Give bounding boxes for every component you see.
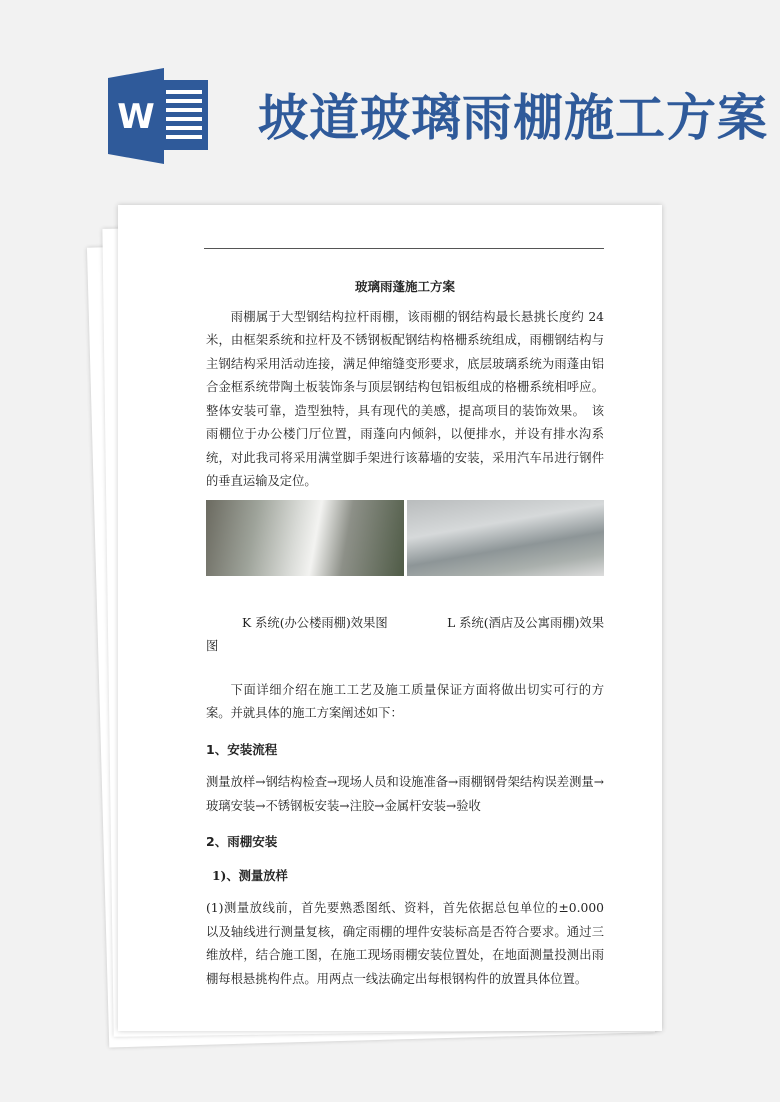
document-page <box>118 205 662 1031</box>
paragraph-survey: (1)测量放线前，首先要熟悉图纸、资料，首先依据总包单位的±0.000 以及轴线进行测量复核，确定雨棚的埋件安装标高是否符合要求。通过三维放样，结合施工图，在施工现场雨棚安装位置处，在地面测量投测出雨棚每根悬挑构件点。用两点一线法确定出每根钢构件的放置具体位置。 <box>206 901 604 986</box>
figure-l-system <box>407 500 605 576</box>
heading-install-flow: 1、安装流程 <box>206 741 278 757</box>
word-document-icon <box>108 68 208 164</box>
word-icon-letter: W <box>117 97 155 137</box>
install-flow: 测量放样→钢结构检查→现场人员和设施准备→雨棚钢骨架结构误差测量→玻璃安装→不锈钢板安装→注胶→金属杆安装→验收 <box>206 775 604 813</box>
heading-canopy-install: 2、雨棚安装 <box>206 834 278 849</box>
paragraph-overview: 下面详细介绍在施工工艺及施工质量保证方面将做出切实可行的方案。并就具体的施工方案阐述如下： <box>206 682 604 720</box>
page-title: 坡道玻璃雨棚施工方案 <box>258 88 768 147</box>
document-title: 玻璃雨蓬施工方案 <box>354 279 455 294</box>
caption-k: K 系统(办公楼雨棚)效果图 <box>242 615 388 630</box>
paragraph-intro: 雨棚属于大型钢结构拉杆雨棚，该雨棚的钢结构最长悬挑长度约 24 米，由框架系统和拉杆及不锈钢板配钢结构格栅系统组成，雨棚钢结构与主钢结构采用活动连接，满足伸缩缝变形要求，底层玻璃系统为雨蓬由铝合金框系统带陶土板装饰条与顶层钢结构包铝板组成的格栅系统相呼应。整体安装可靠，造型独特，具有现代的美感，提高项目的装饰效果。 该雨棚位于办公楼门厅位置，雨蓬向内倾斜，以便排水，并设有排水沟系统，对此我司将采用满堂脚手架进行该幕墙的安装，采用汽车吊进行钢件的垂直运输及定位。 <box>206 309 604 488</box>
figure-k-system <box>206 500 404 576</box>
caption-l-tail: 图 <box>206 639 219 653</box>
caption-l: L 系统(酒店及公寓雨棚)效果 <box>447 615 604 630</box>
header-rule <box>204 248 604 249</box>
heading-survey: 1)、测量放样 <box>212 867 288 883</box>
